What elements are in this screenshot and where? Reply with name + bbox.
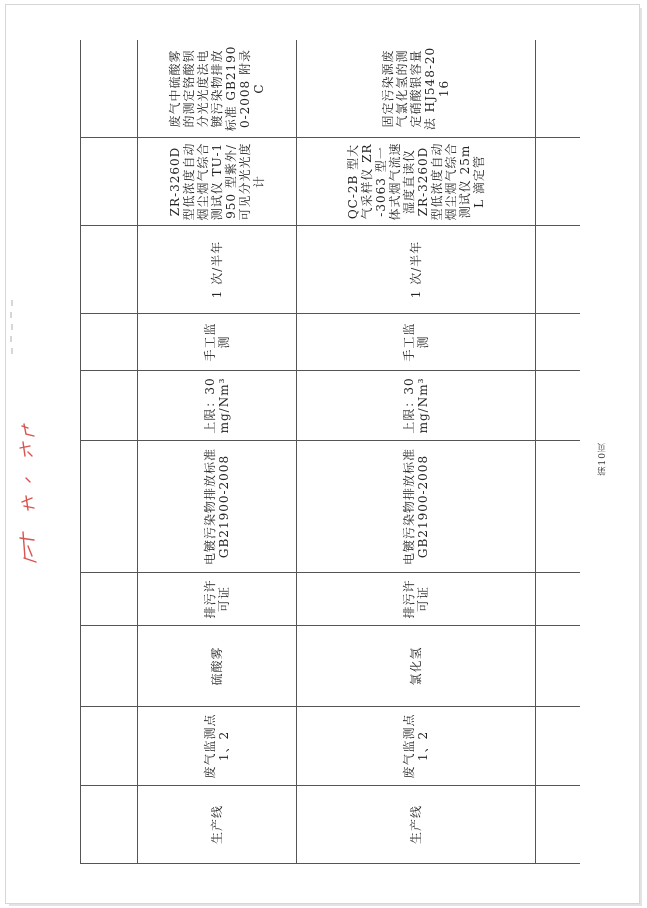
frequency-cell xyxy=(536,226,581,314)
standard-cell xyxy=(536,441,581,573)
standard-cell: 电镀污染物排放标准 GB21900-2008 xyxy=(297,441,536,573)
table-cell xyxy=(81,226,138,314)
frequency-cell: 1 次/半年 xyxy=(138,226,297,314)
mode-cell: 手工监测 xyxy=(138,314,297,371)
line-cell: 生产线 xyxy=(138,786,297,864)
line-cell: 生产线 xyxy=(297,786,536,864)
monitoring-table xyxy=(80,40,580,864)
method-cell xyxy=(536,40,581,138)
table-row xyxy=(536,40,581,864)
mode-cell: 手工监测 xyxy=(297,314,536,371)
rotated-table-region xyxy=(80,40,580,864)
standard-cell: 电镀污染物排放标准 GB21900-2008 xyxy=(138,441,297,573)
permit-cell: 排污许可证 xyxy=(297,573,536,626)
limit-cell: 上限：30mg/Nm³ xyxy=(297,371,536,441)
table-cell xyxy=(81,314,138,371)
table-cell xyxy=(81,786,138,864)
instrument-cell: QC-2B 型大气采样仪 ZR-3063 型一体式烟气流速湿度直读仪 ZR-3260D 型低浓度自动烟尘烟气综合测试仪 25mL 滴定管 xyxy=(297,138,536,226)
rotated-table-container xyxy=(80,40,580,864)
method-cell: 固定污染源废气氯化氢的测定硝酸银容量法 HJ548-2016 xyxy=(297,40,536,138)
point-cell: 废气监测点 1、2 xyxy=(138,707,297,786)
frequency-cell: 1 次/半年 xyxy=(297,226,536,314)
limit-cell: 上限：30mg/Nm³ xyxy=(138,371,297,441)
page-number: 第10页 xyxy=(598,442,608,476)
table-cell xyxy=(81,626,138,707)
table-cell xyxy=(81,441,138,573)
pollutant-cell: 硫酸雾 xyxy=(138,626,297,707)
line-cell xyxy=(536,786,581,864)
table-cell xyxy=(81,707,138,786)
table-cell xyxy=(81,40,138,138)
limit-cell xyxy=(536,371,581,441)
scan-mark xyxy=(8,300,16,360)
instrument-cell: ZR-3260D 型低浓度自动烟尘烟气综合测试仪 TU-1950 型紫外/可见分光光度计 xyxy=(138,138,297,226)
point-cell xyxy=(536,707,581,786)
point-cell: 废气监测点 1、2 xyxy=(297,707,536,786)
method-cell: 废气中硫酸雾的测定铬酸钡分光光度法电镀污染物排放标准 GB21900-2008 附录 C xyxy=(138,40,297,138)
pollutant-cell: 氯化氢 xyxy=(297,626,536,707)
table-cell xyxy=(81,371,138,441)
table-cell xyxy=(81,573,138,626)
mode-cell xyxy=(536,314,581,371)
table-row xyxy=(297,40,536,864)
permit-cell: 排污许可证 xyxy=(138,573,297,626)
table-cell xyxy=(81,138,138,226)
permit-cell xyxy=(536,573,581,626)
table-row-empty xyxy=(81,40,138,864)
instrument-cell xyxy=(536,138,581,226)
table-row xyxy=(138,40,297,864)
pollutant-cell xyxy=(536,626,581,707)
red-stamp-mark xyxy=(14,418,44,568)
